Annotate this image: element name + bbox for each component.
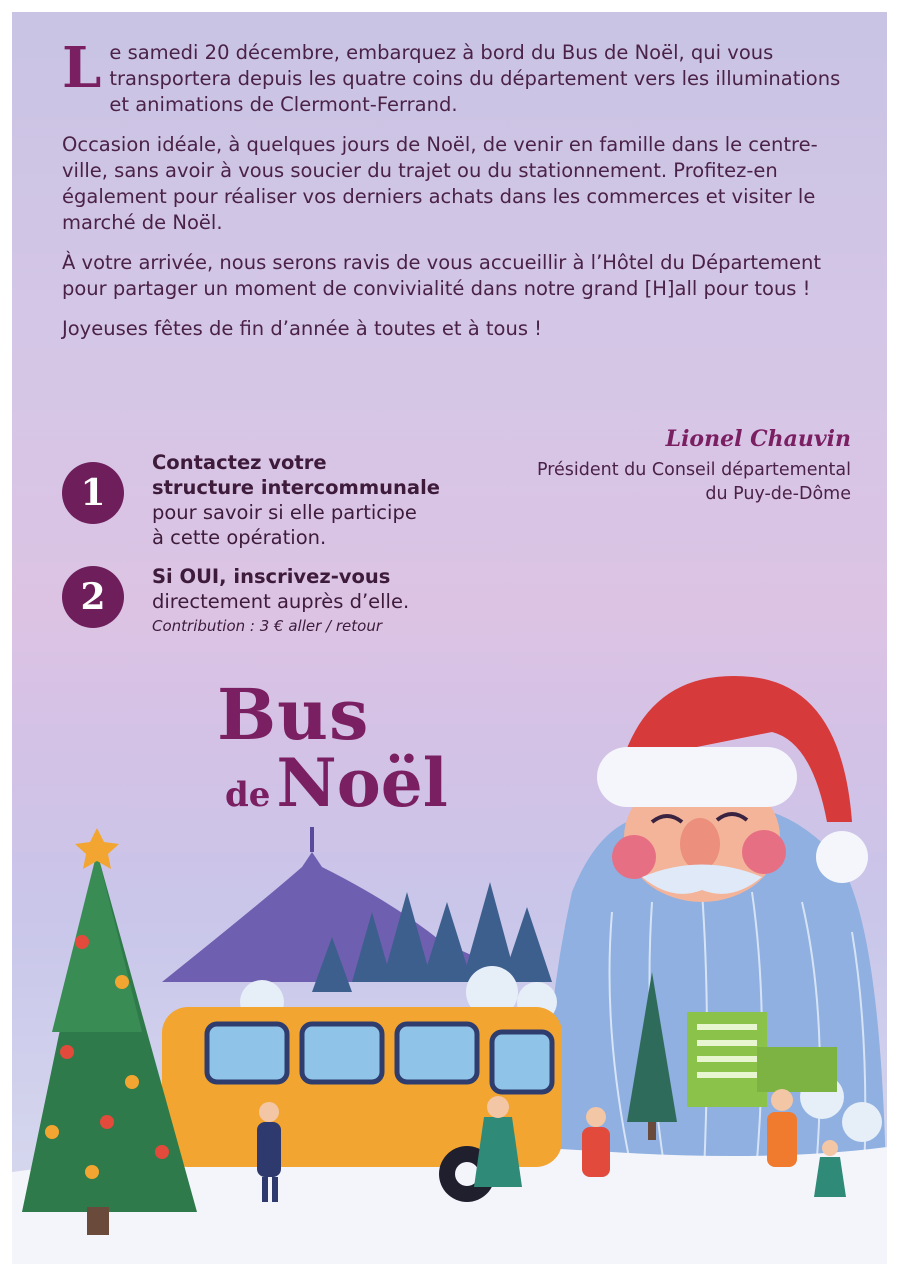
step-1-bold-2: structure intercommunale — [152, 476, 440, 499]
title-bus: Bus — [217, 673, 370, 756]
step-1-number: 1 — [62, 462, 124, 524]
signature-role-1: Président du Conseil départemental — [536, 460, 851, 480]
intro-paragraph-3: À votre arrivée, nous serons ravis de vous accueillir à l’Hôtel du Département pour partager un moment de convivialité dans notre grand [H]all pour tous ! — [62, 251, 822, 300]
santa-hat-pompom — [816, 831, 868, 883]
step-2-number: 2 — [62, 566, 124, 628]
step-1-text — [152, 450, 440, 550]
bus-de-noel-title — [217, 673, 448, 828]
title-de: de — [225, 775, 271, 815]
santa-cheek-left — [612, 835, 656, 879]
step-1-bold-1: Contactez votre — [152, 451, 327, 474]
step-1-line-4: à cette opération. — [152, 526, 327, 549]
signature-name: Lionel Chauvin — [665, 426, 851, 452]
drop-cap: L — [62, 35, 102, 101]
santa-hat-brim — [597, 747, 797, 807]
step-2-bold-1: Si OUI, inscrivez-vous — [152, 565, 391, 588]
intro-paragraph-1 — [62, 35, 862, 118]
step-2-line-2: directement auprès d’elle. — [152, 590, 410, 613]
title-noel-line — [225, 744, 448, 828]
christmas-illustration — [12, 652, 887, 1264]
flyer-page — [12, 12, 887, 1264]
intro-text-1: e samedi 20 décembre, embarquez à bord du Bus de Noël, qui vous transportera depuis les quatre coins du département vers les illuminations et animations de Clermont-Ferrand. — [109, 41, 841, 116]
santa-nose — [680, 818, 720, 870]
intro-paragraph-4: Joyeuses fêtes de fin d’année à toutes et à tous ! — [62, 317, 542, 340]
bus-windows — [207, 1024, 552, 1092]
intro-text — [62, 35, 862, 356]
intro-paragraph-2: Occasion idéale, à quelques jours de Noël, de venir en famille dans le centre-ville, sans avoir à vous soucier du trajet ou du stationnement. Profitez-en également pour réaliser vos derniers achats dans les commerces et visiter le marché de Noël. — [62, 133, 818, 234]
santa-cheek-right — [742, 830, 786, 874]
signature — [537, 426, 851, 506]
contribution-note: Contribution : 3 € aller / retour — [152, 617, 382, 635]
step-1-line-3: pour savoir si elle participe — [152, 501, 417, 524]
signature-role-2: du Puy-de-Dôme — [705, 484, 851, 504]
title-noel: Noël — [276, 744, 448, 822]
step-2-text — [152, 564, 409, 639]
